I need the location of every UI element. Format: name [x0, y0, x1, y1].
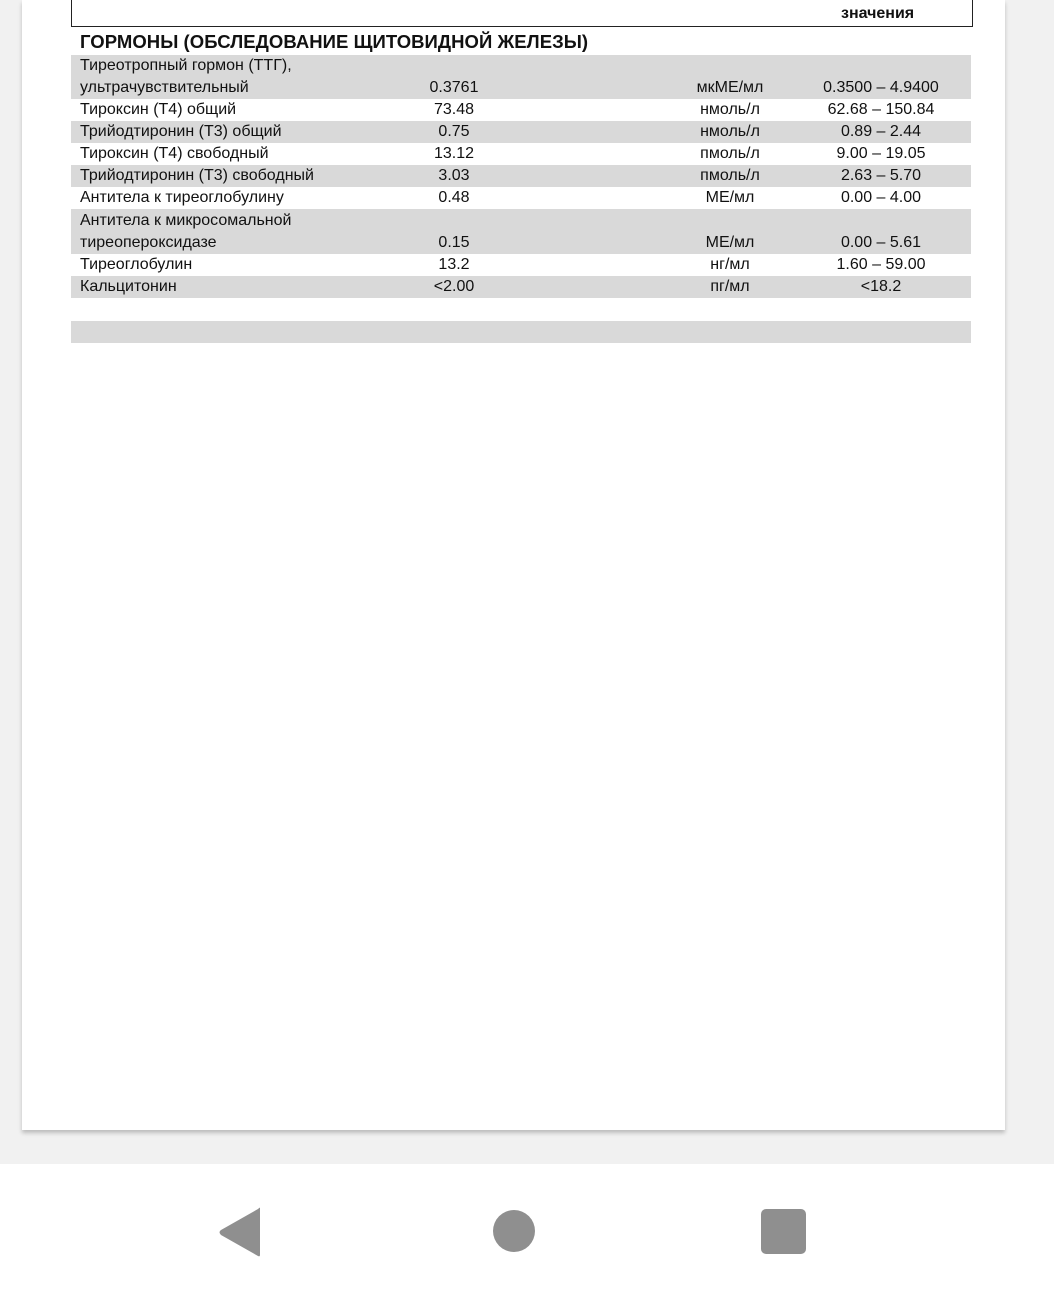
table-header-cell: [71, 0, 973, 27]
table-row: [71, 55, 971, 99]
test-reference: 1.60 – 59.00: [836, 256, 926, 273]
test-name: Трийодтиронин (Т3) общий: [80, 123, 282, 140]
table-row: [71, 276, 971, 298]
back-triangle-icon: [212, 1204, 268, 1260]
test-reference: 62.68 – 150.84: [827, 101, 935, 118]
table-row: [71, 165, 971, 187]
document-page: [22, 0, 1005, 1130]
home-circle-icon: [490, 1207, 538, 1255]
back-button[interactable]: [212, 1204, 268, 1260]
recent-apps-button[interactable]: [758, 1206, 810, 1258]
table-footer-band: [71, 321, 971, 343]
test-value: 13.12: [433, 145, 475, 162]
test-unit: МЕ/мл: [705, 234, 755, 251]
test-reference: 9.00 – 19.05: [836, 145, 926, 162]
test-value: 0.75: [438, 123, 470, 140]
table-row: [71, 121, 971, 143]
test-reference: 2.63 – 5.70: [840, 167, 922, 184]
test-unit: МЕ/мл: [705, 189, 755, 206]
test-value: 13.2: [438, 256, 470, 273]
test-name-line2: тиреопероксидазе: [80, 234, 217, 251]
table-row: [71, 99, 971, 121]
test-value: 0.15: [438, 234, 470, 251]
test-unit: нмоль/л: [700, 101, 760, 118]
test-reference: 0.00 – 4.00: [840, 189, 922, 206]
test-name: Тироксин (Т4) общий: [80, 101, 237, 118]
test-name-line1: Антитела к микросомальной: [80, 212, 292, 229]
header-reference-label: значения: [841, 5, 915, 22]
test-value: 0.48: [438, 189, 470, 206]
test-unit: нмоль/л: [700, 123, 760, 140]
test-value: 3.03: [438, 167, 470, 184]
test-value: 0.3761: [429, 79, 479, 96]
test-unit: пмоль/л: [700, 167, 760, 184]
test-value: <2.00: [433, 278, 475, 295]
test-reference: 0.3500 – 4.9400: [823, 79, 939, 96]
test-reference: <18.2: [860, 278, 902, 295]
test-name: Кальцитонин: [80, 278, 177, 295]
home-button[interactable]: [490, 1207, 538, 1255]
section-title: ГОРМОНЫ (ОБСЛЕДОВАНИЕ ЩИТОВИДНОЙ ЖЕЛЕЗЫ): [80, 31, 589, 52]
test-value: 73.48: [433, 101, 475, 118]
table-row: [71, 254, 971, 276]
test-unit: пг/мл: [710, 278, 750, 295]
test-name: Антитела к тиреоглобулину: [80, 189, 284, 206]
table-row: [71, 209, 971, 254]
test-name-line2: ультрачувствительный: [80, 79, 249, 96]
table-row: [71, 143, 971, 165]
test-unit: нг/мл: [710, 256, 750, 273]
test-reference: 0.00 – 5.61: [840, 234, 922, 251]
test-unit: мкМЕ/мл: [696, 79, 764, 96]
test-name: Тиреоглобулин: [80, 256, 193, 273]
test-name: Трийодтиронин (Т3) свободный: [80, 167, 314, 184]
test-name-line1: Тиреотропный гормон (ТТГ),: [80, 57, 292, 74]
test-name: Тироксин (Т4) свободный: [80, 145, 269, 162]
test-unit: пмоль/л: [700, 145, 760, 162]
table-row: [71, 187, 971, 209]
test-reference: 0.89 – 2.44: [840, 123, 922, 140]
recent-apps-square-icon: [758, 1206, 810, 1258]
system-navigation-bar: [0, 1164, 1054, 1297]
